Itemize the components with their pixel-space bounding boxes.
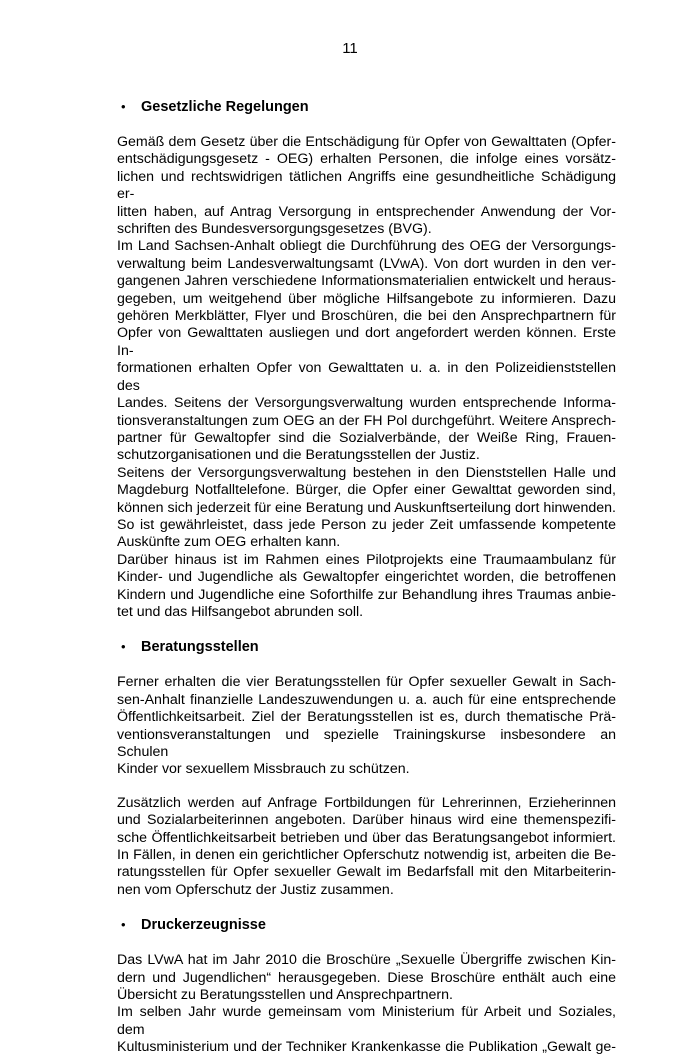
text-line: Auskünfte zum OEG erhalten kann.	[117, 534, 341, 551]
section-heading-gesetzliche-regelungen	[117, 98, 616, 116]
text-line: So ist gewährleistet, dass jede Person zu jeder Zeit umfassende kompetente	[117, 516, 616, 533]
text-line: sche Öffentlichkeitsarbeit betrieben und über das Beratungsangebot informiert.	[117, 829, 616, 846]
text-line: Kindern und Jugendliche eine Soforthilfe zur Behandlung ihres Traumas anbie-	[117, 586, 616, 603]
page-number: 11	[342, 40, 358, 57]
text-line: verwaltung beim Landesverwaltungsamt (LVwA). Von dort wurden in den ver-	[117, 255, 616, 272]
text-line: ratungsstellen für Opfer sexueller Gewalt im Bedarfsfall mit den Mitarbeiterin-	[117, 864, 616, 881]
section-body-gesetzliche-regelungen	[117, 134, 616, 621]
text-line: formationen erhalten Opfer von Gewalttaten u. a. in den Polizeidienststellen des	[117, 360, 616, 394]
text-line: nen vom Opferschutz der Justiz zusammen.	[117, 881, 394, 898]
text-line: sen-Anhalt finanzielle Landeszuwendungen u. a. auch für eine entsprechende	[117, 691, 616, 708]
text-line: schriften des Bundesversorgungsgesetzes (BVG).	[117, 221, 432, 238]
document-body	[117, 98, 616, 1057]
text-line: Landes. Seitens der Versorgungsverwaltung wurden entsprechende Informa-	[117, 395, 616, 412]
section-heading-beratungsstellen	[117, 638, 616, 656]
text-line: partner für Gewaltopfer sind die Sozialverbände, der Weiße Ring, Frauen-	[117, 429, 616, 446]
text-line: Darüber hinaus ist im Rahmen eines Pilotprojekts eine Traumaambulanz für	[117, 551, 616, 568]
text-line: Übersicht zu Beratungsstellen und Ansprechpartnern.	[117, 987, 453, 1004]
section-body-druckerzeugnisse	[117, 952, 616, 1056]
text-line: litten haben, auf Antrag Versorgung in entsprechender Anwendung der Vor-	[117, 203, 616, 220]
text-line: Im selben Jahr wurde gemeinsam vom Ministerium für Arbeit und Soziales, dem	[117, 1004, 616, 1038]
text-line: Seitens der Versorgungsverwaltung bestehen in den Dienststellen Halle und	[117, 464, 616, 481]
text-line: schutzorganisationen und die Beratungsstellen der Justiz.	[117, 447, 480, 464]
section-heading-druckerzeugnisse	[117, 916, 616, 934]
text-line: können sich jederzeit für eine Beratung und Auskunftserteilung dort hinwenden.	[117, 499, 616, 516]
section-heading-text: Druckerzeugnisse	[141, 917, 266, 934]
text-line: Opfer von Gewalttaten ausliegen und dort angefordert werden können. Erste In-	[117, 325, 616, 359]
text-line: Ferner erhalten die vier Beratungsstellen für Opfer sexueller Gewalt in Sach-	[117, 674, 616, 691]
text-line: gangenen Jahren verschiedene Informationsmaterialien entwickelt und heraus-	[117, 273, 616, 290]
text-line: lichen und rechtswidrigen tätlichen Angriffs eine gesundheitliche Schädigung er-	[117, 168, 616, 203]
section-heading-text: Gesetzliche Regelungen	[141, 99, 309, 115]
text-line: dern und Jugendlichen“ herausgegeben. Diese Broschüre enthält auch eine	[117, 969, 616, 986]
text-line: Kinder vor sexuellem Missbrauch zu schützen.	[117, 761, 410, 778]
text-line: entschädigungsgesetz - OEG) erhalten Personen, die infolge eines vorsätz-	[117, 151, 616, 168]
bullet-icon: •	[121, 639, 126, 655]
text-line: Öffentlichkeitsarbeit. Ziel der Beratungsstellen ist es, durch thematische Prä-	[117, 709, 616, 726]
text-line: gehören Merkblätter, Flyer und Broschüren, die bei den Ansprechpartnern für	[117, 308, 616, 325]
text-line: gegeben, um weitgehend über mögliche Hilfsangebote zu informieren. Dazu	[117, 290, 616, 307]
text-line: und Sozialarbeiterinnen angeboten. Darüber hinaus wird eine themenspezifi-	[117, 812, 616, 829]
bullet-icon: •	[121, 917, 126, 933]
text-line: Magdeburg Notfalltelefone. Bürger, die Opfer einer Gewalttat geworden sind,	[117, 482, 616, 499]
text-line: ventionsveranstaltungen und spezielle Trainingskurse insbesondere an Schulen	[117, 726, 616, 760]
bullet-icon: •	[121, 99, 126, 114]
text-line: tet und das Hilfsangebot abrunden soll.	[117, 603, 364, 620]
text-line: Das LVwA hat im Jahr 2010 die Broschüre „Sexuelle Übergriffe zwischen Kin-	[117, 952, 616, 969]
text-line: Kinder- und Jugendliche als Gewaltopfer eingerichtet worden, die betroffenen	[117, 569, 616, 586]
text-line: Im Land Sachsen-Anhalt obliegt die Durchführung des OEG der Versorgungs-	[117, 238, 616, 255]
text-line: In Fällen, in denen ein gerichtlicher Opferschutz notwendig ist, arbeiten die Be-	[117, 847, 616, 864]
text-line: Zusätzlich werden auf Anfrage Fortbildungen für Lehrerinnen, Erzieherinnen	[117, 794, 616, 811]
section-heading-text: Beratungsstellen	[141, 639, 259, 656]
text-line: tionsveranstaltungen zum OEG an der FH Pol durchgeführt. Weitere Ansprech-	[117, 412, 616, 429]
text-line: Kultusministerium und der Techniker Krankenkasse die Publikation „Gewalt ge-	[117, 1039, 616, 1056]
section-body-beratungsstellen-paragraph-2	[117, 795, 616, 899]
text-line: Gemäß dem Gesetz über die Entschädigung für Opfer von Gewalttaten (Opfer-	[117, 134, 616, 150]
section-body-beratungsstellen-paragraph-1	[117, 674, 616, 778]
